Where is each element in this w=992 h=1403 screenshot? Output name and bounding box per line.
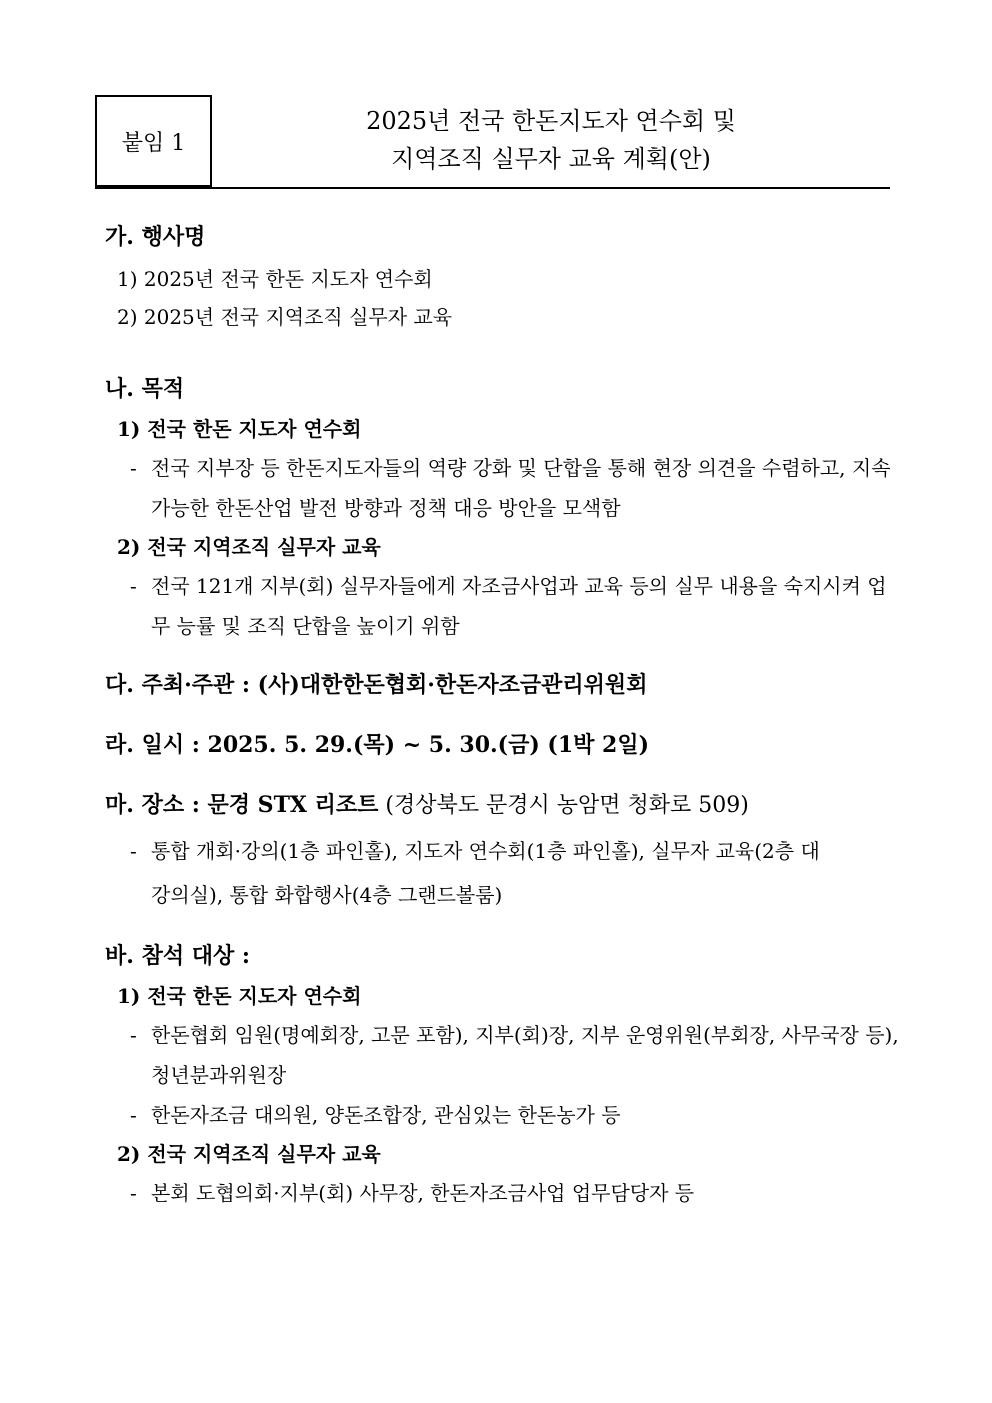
attendees-item-1: 1) 전국 한돈 지도자 연수회 [117, 984, 362, 1008]
dash-marker: - [130, 1103, 137, 1127]
section-host-heading: 다. 주최·주관 : (사)대한한돈협회·한돈자조금관리위원회 [105, 672, 648, 698]
dash-marker: - [130, 574, 137, 598]
venue-name: 마. 장소 : 문경 STX 리조트 [105, 792, 379, 818]
dash-marker: - [130, 839, 137, 863]
title-line-1: 2025년 전국 한돈지도자 연수회 및 [366, 107, 736, 135]
section-attendees-heading: 바. 참석 대상 : [105, 943, 251, 969]
section-purpose-heading: 나. 목적 [105, 376, 185, 402]
event-name-item-1: 1) 2025년 전국 한돈 지도자 연수회 [117, 267, 433, 291]
attachment-label-box [95, 95, 212, 187]
purpose-item-1: 1) 전국 한돈 지도자 연수회 [117, 417, 362, 441]
document-header [95, 95, 890, 189]
purpose-item-2-detail: - 전국 121개 지부(회) 실무자들에게 자조금사업과 교육 등의 실무 내용을 숙지시켜 업무 능률 및 조직 단합을 높이기 위함 [130, 566, 905, 646]
section-date-heading: 라. 일시 : 2025. 5. 29.(목) ~ 5. 30.(금) (1박 2일) [105, 732, 650, 758]
document-title [212, 95, 890, 185]
section-venue-heading [105, 788, 905, 823]
venue-address: (경상북도 문경시 농암면 청화로 509) [378, 793, 749, 818]
attendees-item-2: 2) 전국 지역조직 실무자 교육 [117, 1142, 381, 1166]
document-body [105, 220, 905, 1213]
attendees-item-1-detail-2: - 한돈자조금 대의원, 양돈조합장, 관심있는 한돈농가 등 [130, 1095, 905, 1135]
dash-marker: - [130, 1181, 137, 1205]
purpose-item-2: 2) 전국 지역조직 실무자 교육 [117, 535, 381, 559]
attendees-item-2-detail: - 본회 도협의회·지부(회) 사무장, 한돈자조금사업 업무담당자 등 [130, 1173, 905, 1213]
attachment-label: 붙임 1 [121, 130, 186, 156]
attendees-item-1-detail-1: - 한돈협회 임원(명예회장, 고문 포함), 지부(회)장, 지부 운영위원(부회장, 사무국장 등), 청년분과위원장 [130, 1015, 905, 1095]
section-event-name-heading: 가. 행사명 [105, 224, 206, 250]
dash-marker: - [130, 456, 137, 480]
event-name-item-2: 2) 2025년 전국 지역조직 실무자 교육 [117, 305, 453, 329]
title-line-2: 지역조직 실무자 교육 계획(안) [391, 145, 711, 173]
dash-marker: - [130, 1023, 137, 1047]
purpose-item-1-detail: - 전국 지부장 등 한돈지도자들의 역량 강화 및 단합을 통해 현장 의견을 수렴하고, 지속가능한 한돈산업 발전 방향과 정책 대응 방안을 모색함 [130, 448, 905, 528]
venue-detail: - 통합 개회·강의(1층 파인홀), 지도자 연수회(1층 파인홀), 실무자 교육(2층 대강의실), 통합 화합행사(4층 그랜드볼룸) [130, 829, 905, 917]
